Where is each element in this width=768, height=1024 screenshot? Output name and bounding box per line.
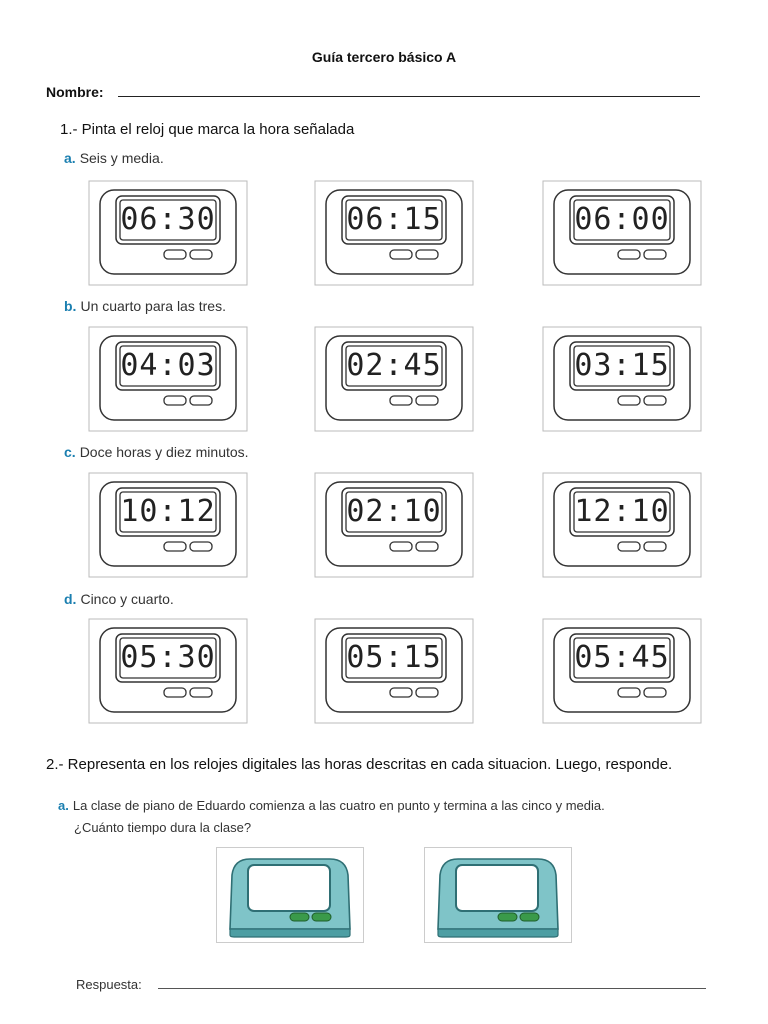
item-letter: c. [64, 444, 76, 460]
clock-option[interactable] [542, 618, 702, 724]
question-2-title: 2.- Representa en los relojes digitales las horas descritas en cada situacion. Luego, responde. [46, 756, 673, 773]
item-b-label [64, 298, 226, 314]
item-text: Seis y media. [79, 150, 164, 166]
item-text: Cinco y cuarto. [80, 591, 174, 607]
digital-clock-icon [216, 847, 364, 943]
clock-display: 06:15 [346, 202, 442, 237]
clock-option[interactable] [88, 326, 248, 432]
clock-option[interactable] [542, 180, 702, 286]
clock-display: 06:00 [574, 202, 670, 237]
clock-option[interactable] [314, 326, 474, 432]
question-2-item-a [58, 795, 738, 839]
item-letter: d. [64, 591, 77, 607]
blank-clock-end[interactable] [424, 847, 572, 943]
page-title: Guía tercero básico A [311, 49, 457, 65]
name-label: Nombre: [46, 84, 104, 100]
clock-option[interactable] [542, 472, 702, 578]
question-1-title: 1.- Pinta el reloj que marca la hora señalada [60, 121, 355, 138]
item-c-label [64, 444, 249, 460]
name-field[interactable] [118, 96, 700, 97]
clock-display: 06:30 [120, 202, 216, 237]
clock-option[interactable] [88, 618, 248, 724]
clock-display: 12:10 [574, 494, 670, 529]
clock-display: 05:30 [120, 640, 216, 675]
item-text: La clase de piano de Eduardo comienza a las cuatro en punto y termina a las cinco y media. [72, 798, 605, 813]
item-text: Doce horas y diez minutos. [79, 444, 249, 460]
clock-option[interactable] [314, 180, 474, 286]
clock-display: 03:15 [574, 348, 670, 383]
clock-display: 02:45 [346, 348, 442, 383]
clock-option[interactable] [88, 180, 248, 286]
item-a-label [64, 150, 164, 166]
answer-label: Respuesta: [76, 977, 142, 992]
item-letter: a. [58, 798, 69, 813]
clock-option[interactable] [542, 326, 702, 432]
item-letter: a. [64, 150, 76, 166]
clock-option[interactable] [314, 472, 474, 578]
clock-display: 04:03 [120, 348, 216, 383]
clock-option[interactable] [88, 472, 248, 578]
clock-display: 05:45 [574, 640, 670, 675]
clock-display: 02:10 [346, 494, 442, 529]
item-d-label [64, 591, 174, 607]
digital-clock-icon [424, 847, 572, 943]
clock-display: 10:12 [120, 494, 216, 529]
clock-display: 05:15 [346, 640, 442, 675]
blank-clock-start[interactable] [216, 847, 364, 943]
item-letter: b. [64, 298, 77, 314]
item-text: Un cuarto para las tres. [80, 298, 226, 314]
answer-field[interactable] [158, 988, 706, 989]
clock-option[interactable] [314, 618, 474, 724]
item-question: ¿Cuánto tiempo dura la clase? [74, 820, 252, 835]
